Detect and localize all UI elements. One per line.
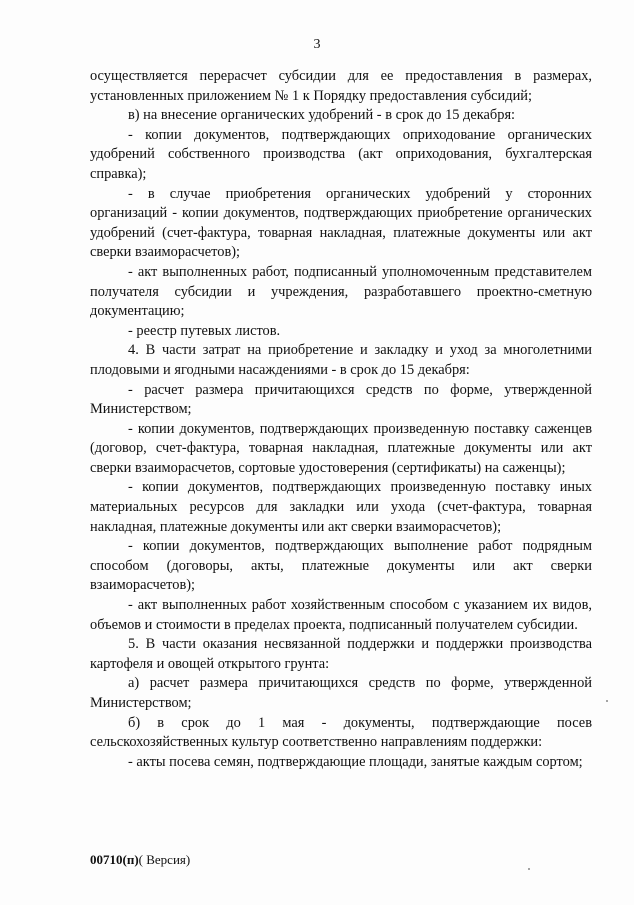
document-body [90,67,592,772]
paragraph: - акт выполненных работ, подписанный уполномоченным представителем получателя субсидии и учреждения, разработавшего проектно-сметную документацию; [90,263,592,320]
paragraph: 5. В части оказания несвязанной поддержки и поддержки производства картофеля и овощей открытого грунта: [90,636,592,672]
paragraph: - копии документов, подтверждающих произведенную поставку саженцев (договор, счет-фактура, товарная накладная, платежные документы или акт сверки взаиморасчетов, сортовые удостоверения (сертификаты) на саженцы); [90,420,592,476]
document-footer [90,852,190,868]
paragraph: - расчет размера причитающихся средств по форме, утвержденной Министерством; [90,381,592,418]
paragraph: - копии документов, подтверждающих произведенную поставку иных материальных ресурсов для закладки или ухода (счет-фактура, товарная накладная, платежные документы или акт сверки взаиморасчетов); [90,479,592,535]
paragraph: - акт выполненных работ хозяйственным способом с указанием их видов, объемов и стоимости в пределах проекта, подписанный получателем субсидии. [90,597,592,633]
paragraph: - копии документов, подтверждающих выполнение работ подрядным способом (договоры, акты, платежные документы или акт сверки взаиморасчетов); [90,538,592,594]
paragraph: в) на внесение органических удобрений - в срок до 15 декабря: [128,107,516,124]
scan-speck [606,700,608,702]
page-number: 3 [313,37,321,52]
paragraph: - акты посева семян, подтверждающие площади, занятые каждым сортом; [128,753,583,770]
document-code: 00710(п) [90,852,139,867]
paragraph: а) расчет размера причитающихся средств по форме, утвержденной Министерством; [90,675,592,711]
paragraph: - копии документов, подтверждающих оприходование органических удобрений собственного производства (акт оприходования, бухгалтерская справка); [90,126,592,182]
document-version: ( Версия) [138,852,191,867]
paragraph: б) в срок до 1 мая - документы, подтверждающие посев сельскохозяйственных культур соответственно направлениям поддержки: [90,714,592,751]
paragraph: - в случае приобретения органических удобрений у сторонних организаций - копии документов, подтверждающих приобретение органических удобрений (счет-фактура, товарная накладная, платежные документы или акт сверки взаиморасчетов); [90,185,592,261]
paragraph: 4. В части затрат на приобретение и закладку и уход за многолетними плодовыми и ягодными насаждениями - в срок до 15 декабря: [90,342,592,378]
paragraph: осуществляется перерасчет субсидии для ее предоставления в размерах, установленных приложением № 1 к Порядку предоставления субсидий; [90,68,592,104]
scan-speck [528,868,530,870]
paragraph: - реестр путевых листов. [128,322,281,339]
